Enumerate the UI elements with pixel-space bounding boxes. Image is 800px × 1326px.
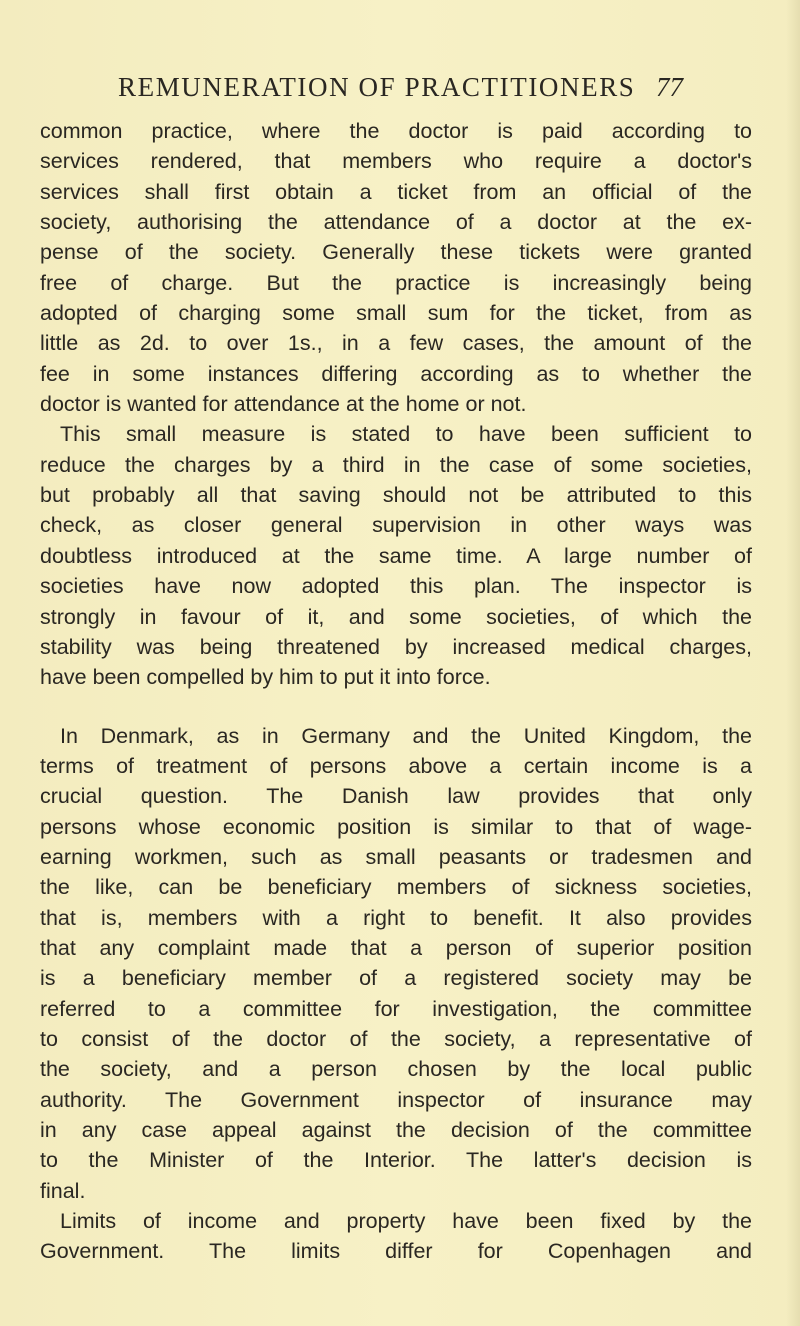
text-line: but probably all that saving should not be attributed to this [40,483,752,508]
text-line: earning workmen, such as small peasants or tradesmen and [40,844,752,869]
paragraph-gap [40,693,752,721]
text-line: persons whose economic position is similar to that of wage- [40,814,752,839]
paragraph [40,1206,752,1267]
body-text [40,116,752,1267]
text-line: check, as closer general supervision in other ways was [40,513,752,538]
text-line: strongly in favour of it, and some societies, of which the [40,604,752,629]
text-line: the society, and a person chosen by the local public [40,1057,752,1082]
text-line: Government. The limits differ for Copenhagen and [40,1239,752,1264]
text-line: services rendered, that members who require a doctor's [40,149,752,174]
text-line: reduce the charges by a third in the case of some societies, [40,452,752,477]
text-line: doctor is wanted for attendance at the home or not. [40,392,527,417]
text-line: terms of treatment of persons above a certain income is a [40,753,752,778]
text-line: services shall first obtain a ticket from an official of the [40,179,752,204]
paragraph [40,721,752,1207]
text-line: stability was being threatened by increased medical charges, [40,634,752,659]
page-edge-shadow [786,0,800,1326]
text-line: that any complaint made that a person of superior position [40,935,752,960]
text-line: pense of the society. Generally these tickets were granted [40,240,752,265]
paragraph [40,116,752,419]
text-line: referred to a committee for investigation, the committee [40,996,752,1021]
text-line: In Denmark, as in Germany and the United Kingdom, the [60,723,752,748]
page-number: 77 [656,72,683,102]
text-line: little as 2d. to over 1s., in a few cases, the amount of the [40,331,752,356]
text-line: is a beneficiary member of a registered society may be [40,966,752,991]
text-line: in any case appeal against the decision of the committee [40,1118,752,1142]
text-line: societies have now adopted this plan. The inspector is [40,574,752,599]
text-line: to the Minister of the Interior. The latter's decision is [40,1148,752,1173]
text-line: fee in some instances differing according as to whether the [40,361,752,386]
text-line: final. [40,1178,86,1203]
text-line: adopted of charging some small sum for the ticket, from as [40,301,752,326]
text-line: common practice, where the doctor is paid according to [40,119,752,143]
text-line: doubtless introduced at the same time. A large number of [40,543,752,568]
running-head: REMUNERATION OF PRACTITIONERS [118,72,636,102]
paragraph [40,419,752,692]
text-line: to consist of the doctor of the society, a representative of [40,1026,752,1051]
text-line: that is, members with a right to benefit. It also provides [40,905,752,930]
text-line: This small measure is stated to have been sufficient to [60,422,752,447]
text-line: free of charge. But the practice is increasingly being [40,270,752,295]
text-line: the like, can be beneficiary members of sickness societies, [40,875,752,900]
text-line: society, authorising the attendance of a doctor at the ex- [40,210,752,235]
text-line: crucial question. The Danish law provides that only [40,784,752,809]
text-line: have been compelled by him to put it into force. [40,665,491,690]
text-line: authority. The Government inspector of insurance may [40,1087,752,1112]
text-line: Limits of income and property have been fixed by the [60,1209,752,1234]
page-header [0,72,800,112]
